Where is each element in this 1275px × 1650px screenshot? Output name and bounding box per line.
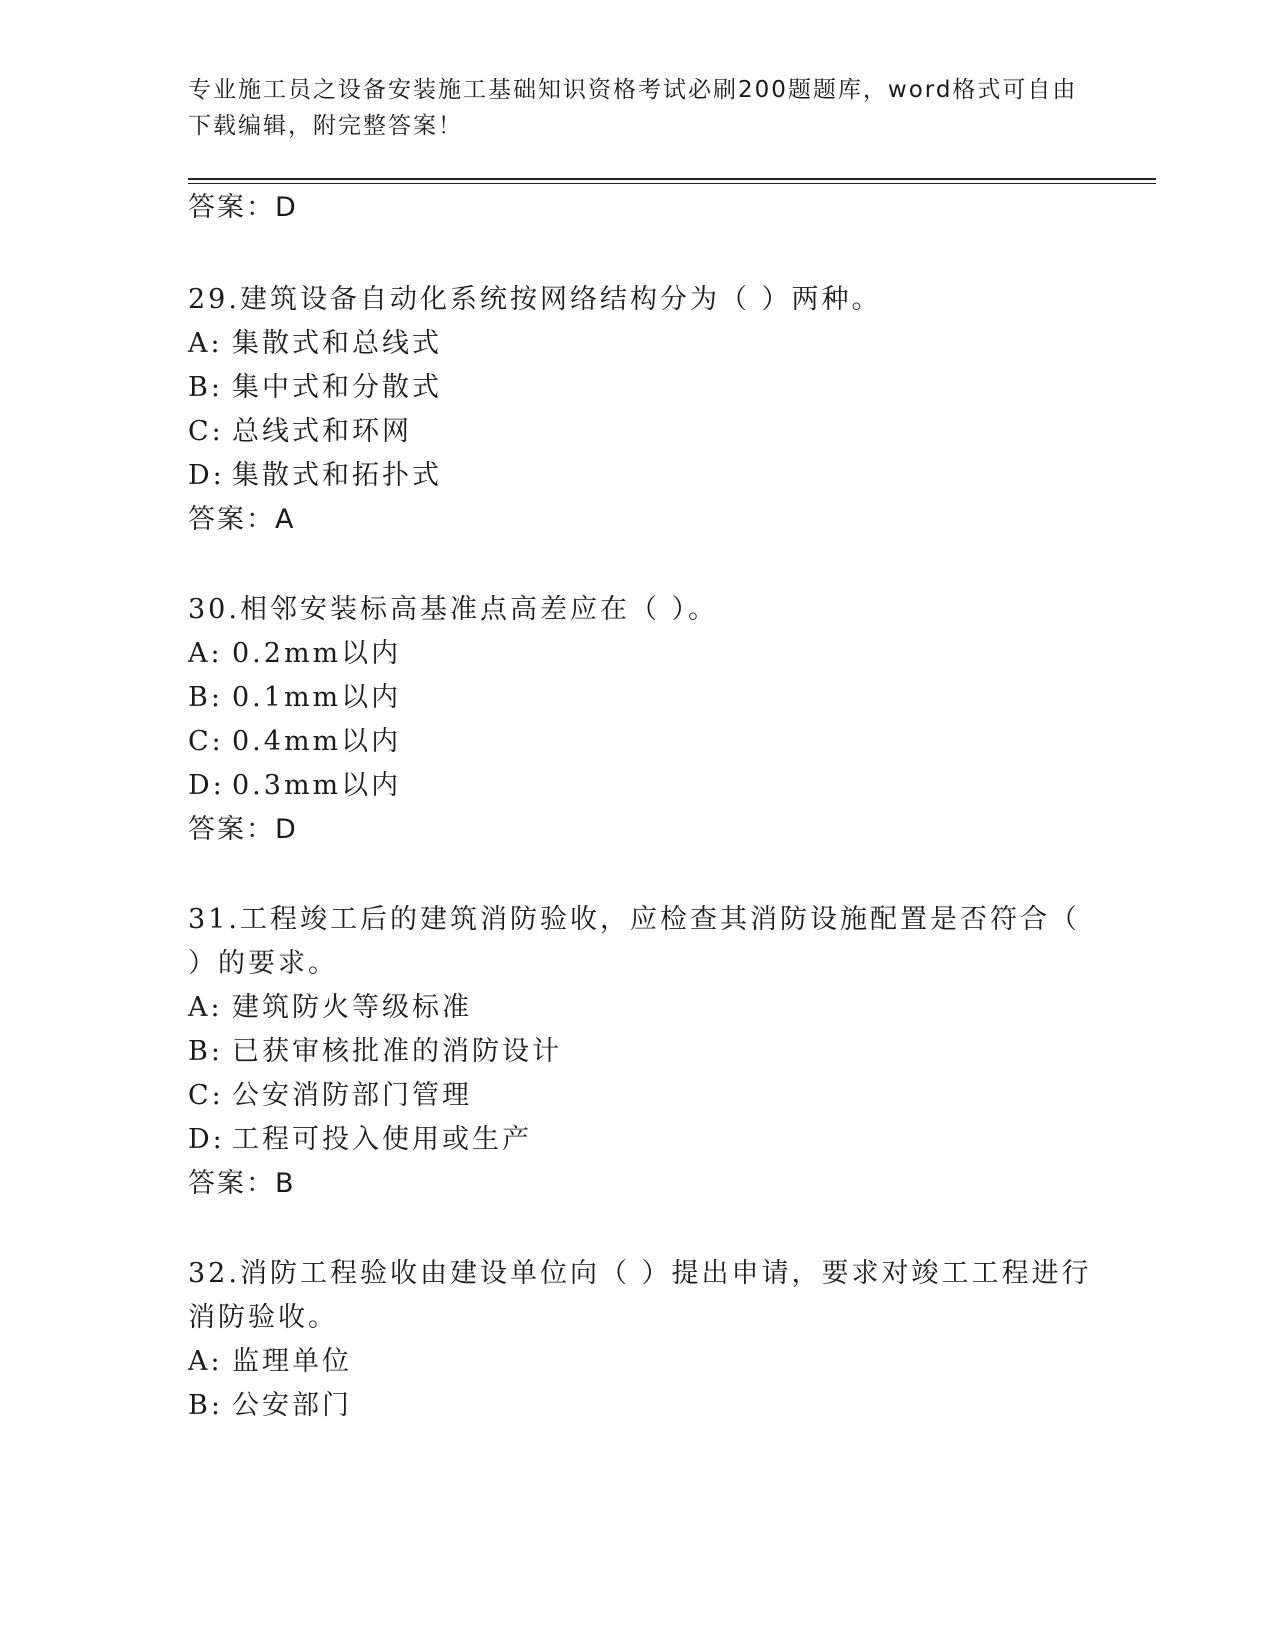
option-text: 已获审核批准的消防设计 [232,1036,562,1067]
option-c [188,414,412,450]
option-text: 0.4mm以内 [232,726,402,757]
option-c [188,724,401,760]
option-label: C: [188,416,224,447]
question-stem: 31.工程竣工后的建筑消防验收，应检查其消防设施配置是否符合（ [188,904,1080,935]
option-text: 集散式和总线式 [232,328,442,359]
option-d [188,1122,532,1158]
option-text: 集中式和分散式 [232,372,442,403]
option-text: 公安部门 [232,1390,352,1421]
question-stem: 30.相邻安装标高基准点高差应在（ ）。 [188,594,719,625]
answer-line: 答案：D [188,814,298,845]
option-b [188,370,442,406]
option-label: D: [188,770,225,801]
option-a [188,636,401,672]
question-stem: 32.消防工程验收由建设单位向（ ）提出申请，要求对竣工工程进行 [188,1258,1092,1289]
previous-answer: 答案：D [188,192,298,223]
header-line-2: 下载编辑，附完整答案！ [188,113,463,139]
option-a [188,1344,352,1380]
option-label: B: [188,682,223,713]
option-b [188,680,401,716]
option-label: B: [188,1390,223,1421]
option-text: 总线式和环网 [232,416,412,447]
option-label: A: [188,638,223,669]
option-label: B: [188,1036,223,1067]
option-label: A: [188,328,223,359]
option-text: 0.3mm以内 [232,770,402,801]
option-text: 0.2mm以内 [232,638,402,669]
option-label: D: [188,460,225,491]
option-text: 集散式和拓扑式 [232,460,442,491]
question-stem-continued: ）的要求。 [188,948,338,979]
option-a [188,990,472,1026]
header-rule-thin [188,183,1156,184]
header-line-1: 专业施工员之设备安装施工基础知识资格考试必刷200题题库，word格式可自由 [188,77,1078,103]
option-label: C: [188,726,224,757]
answer-line: 答案：B [188,1168,296,1199]
question-stem: 29.建筑设备自动化系统按网络结构分为（ ）两种。 [188,284,882,315]
option-text: 监理单位 [232,1346,352,1377]
option-label: A: [188,1346,223,1377]
header-rule-thick [188,178,1156,180]
option-label: D: [188,1124,225,1155]
option-d [188,458,442,494]
document-header [188,72,1088,144]
option-d [188,768,401,804]
option-text: 工程可投入使用或生产 [232,1124,532,1155]
option-label: A: [188,992,223,1023]
option-b [188,1034,562,1070]
option-label: B: [188,372,223,403]
option-text: 公安消防部门管理 [232,1080,472,1111]
option-text: 0.1mm以内 [232,682,402,713]
answer-line: 答案：A [188,504,296,535]
option-label: C: [188,1080,224,1111]
option-text: 建筑防火等级标准 [232,992,472,1023]
option-b [188,1388,352,1424]
option-a [188,326,442,362]
option-c [188,1078,472,1114]
question-stem-continued: 消防验收。 [188,1302,338,1333]
